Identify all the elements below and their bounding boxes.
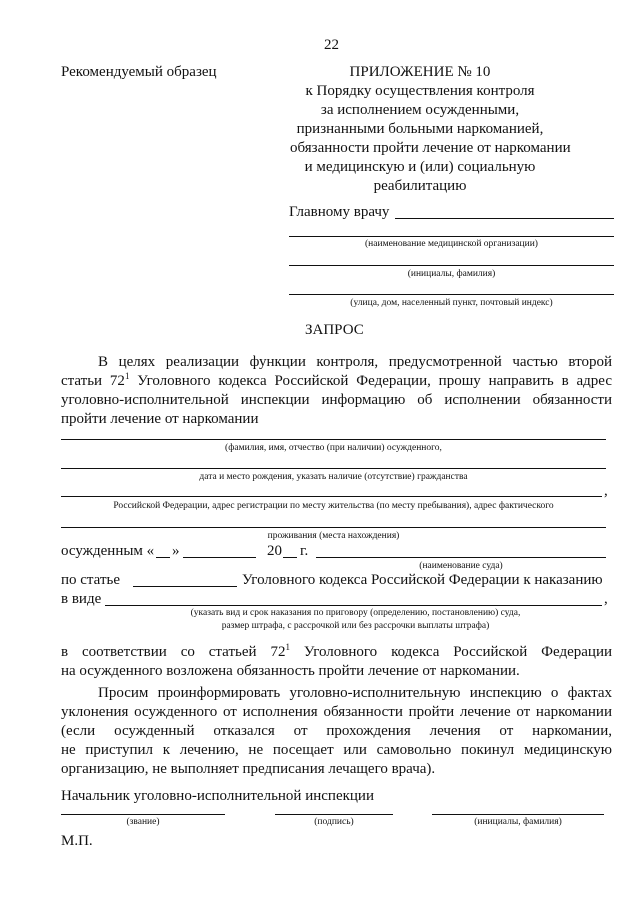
conclusion-article-sup: 1 xyxy=(285,642,290,652)
caption-rank: (звание) xyxy=(126,817,160,827)
caption-address: (улица, дом, населенный пункт, почтовый индекс) xyxy=(350,298,553,308)
intro-article-a: статьи 72 xyxy=(61,373,125,389)
address-field[interactable] xyxy=(289,294,614,295)
intro-line-2 xyxy=(61,372,612,391)
conclusion-article-b: Уголовного кодекса Российской Федерации xyxy=(289,644,612,660)
signature-field[interactable] xyxy=(275,814,393,815)
convict-fio-field[interactable] xyxy=(61,439,606,440)
criminal-code-text: Уголовного кодекса Российской Федерации к наказанию xyxy=(242,572,603,588)
convicted-year-field[interactable] xyxy=(283,557,297,558)
stamp-place: М.П. xyxy=(61,833,93,849)
chief-doctor-field[interactable] xyxy=(395,218,614,219)
document-title: ЗАПРОС xyxy=(305,322,364,338)
head-title: Начальник уголовно-исполнительной инспекции xyxy=(61,788,374,804)
year-prefix: 20 xyxy=(267,543,282,559)
by-article-label: по статье xyxy=(61,572,120,588)
registration-comma: , xyxy=(604,483,608,499)
appendix-line: реабилитацию xyxy=(373,178,467,194)
appendix-line: обязанности пройти лечение от наркомании xyxy=(290,140,571,156)
appendix-title: ПРИЛОЖЕНИЕ № 10 xyxy=(349,64,491,80)
appendix-line: признанными больными наркоманией, xyxy=(296,121,544,137)
conclusion-line-2: на осужденного возложена обязанность пройти лечение от наркомании. xyxy=(61,663,520,679)
convicted-label: осужденным « xyxy=(61,543,155,559)
intro-article-b: Уголовного кодекса Российской Федерации, прошу направить в адрес xyxy=(129,373,613,389)
punishment-comma: , xyxy=(604,591,608,607)
initials-field[interactable] xyxy=(289,265,614,266)
appendix-block xyxy=(290,63,571,196)
caption-medical-org: (наименование медицинской организации) xyxy=(365,239,538,249)
year-suffix: г. xyxy=(300,543,309,559)
convict-residence-field[interactable] xyxy=(61,527,606,528)
caption-punishment-1: (указать вид и срок наказания по приговору (определению, постановлению) суда, xyxy=(190,608,521,618)
request-line-3: (если осужденный отказался от прохождения лечения от наркомании, xyxy=(61,723,612,739)
caption-registration: Российской Федерации, адрес регистрации по месту жительства (по месту пребывания), адрес фактического xyxy=(113,501,554,511)
intro-line-3: уголовно-исполнительной инспекции информацию об исполнении обязанности xyxy=(61,392,612,408)
request-line-4: не приступил к лечению, не посещает или самовольно покинул медицинскую xyxy=(61,742,612,758)
appendix-line: к Порядку осуществления контроля xyxy=(305,83,535,99)
page-number: 22 xyxy=(324,37,339,53)
caption-punishment-2: размер штрафа, с рассрочкой или без рассрочки выплаты штрафа) xyxy=(221,621,490,631)
court-name-field[interactable] xyxy=(316,557,606,558)
caption-court: (наименование суда) xyxy=(419,561,503,571)
request-line-1: Просим проинформировать уголовно-исполнительную инспекцию о фактах xyxy=(98,685,612,701)
convict-birth-field[interactable] xyxy=(61,468,606,469)
intro-article-sup: 1 xyxy=(124,371,130,381)
chief-doctor-label: Главному врачу xyxy=(289,204,390,220)
caption-birth: дата и место рождения, указать наличие (отсутствие) гражданства xyxy=(199,472,468,482)
request-line-2: уклонения осужденного от исполнения обязанности пройти лечение от наркомании xyxy=(61,704,612,720)
convicted-month-field[interactable] xyxy=(183,557,256,558)
caption-name: (инициалы, фамилия) xyxy=(474,817,562,827)
intro-line-4: пройти лечение от наркомании xyxy=(61,411,259,427)
article-field[interactable] xyxy=(133,586,237,587)
medical-org-field[interactable] xyxy=(289,236,614,237)
sample-label: Рекомендуемый образец xyxy=(61,64,217,80)
in-form-label: в виде xyxy=(61,591,102,607)
convicted-day-field[interactable] xyxy=(156,557,170,558)
caption-initials: (инициалы, фамилия) xyxy=(407,269,496,279)
conclusion-line-1 xyxy=(61,643,612,662)
request-line-5: организацию, не выполняет предписания лечащего врача). xyxy=(61,761,436,777)
rank-field[interactable] xyxy=(61,814,225,815)
appendix-line: за исполнением осужденными, xyxy=(320,102,520,118)
convict-registration-field[interactable] xyxy=(61,496,602,497)
caption-signature: (подпись) xyxy=(314,817,354,827)
quote-close: » xyxy=(172,543,180,559)
intro-line-1: В целях реализации функции контроля, предусмотренной частью второй xyxy=(98,354,612,370)
punishment-field[interactable] xyxy=(105,605,602,606)
conclusion-article-a: в соответствии со статьей 72 xyxy=(61,644,286,660)
caption-fio: (фамилия, имя, отчество (при наличии) осужденного, xyxy=(225,443,442,453)
name-field[interactable] xyxy=(432,814,604,815)
caption-residence: проживания (места нахождения) xyxy=(267,531,400,541)
appendix-line: и медицинскую и (или) социальную xyxy=(304,159,536,175)
